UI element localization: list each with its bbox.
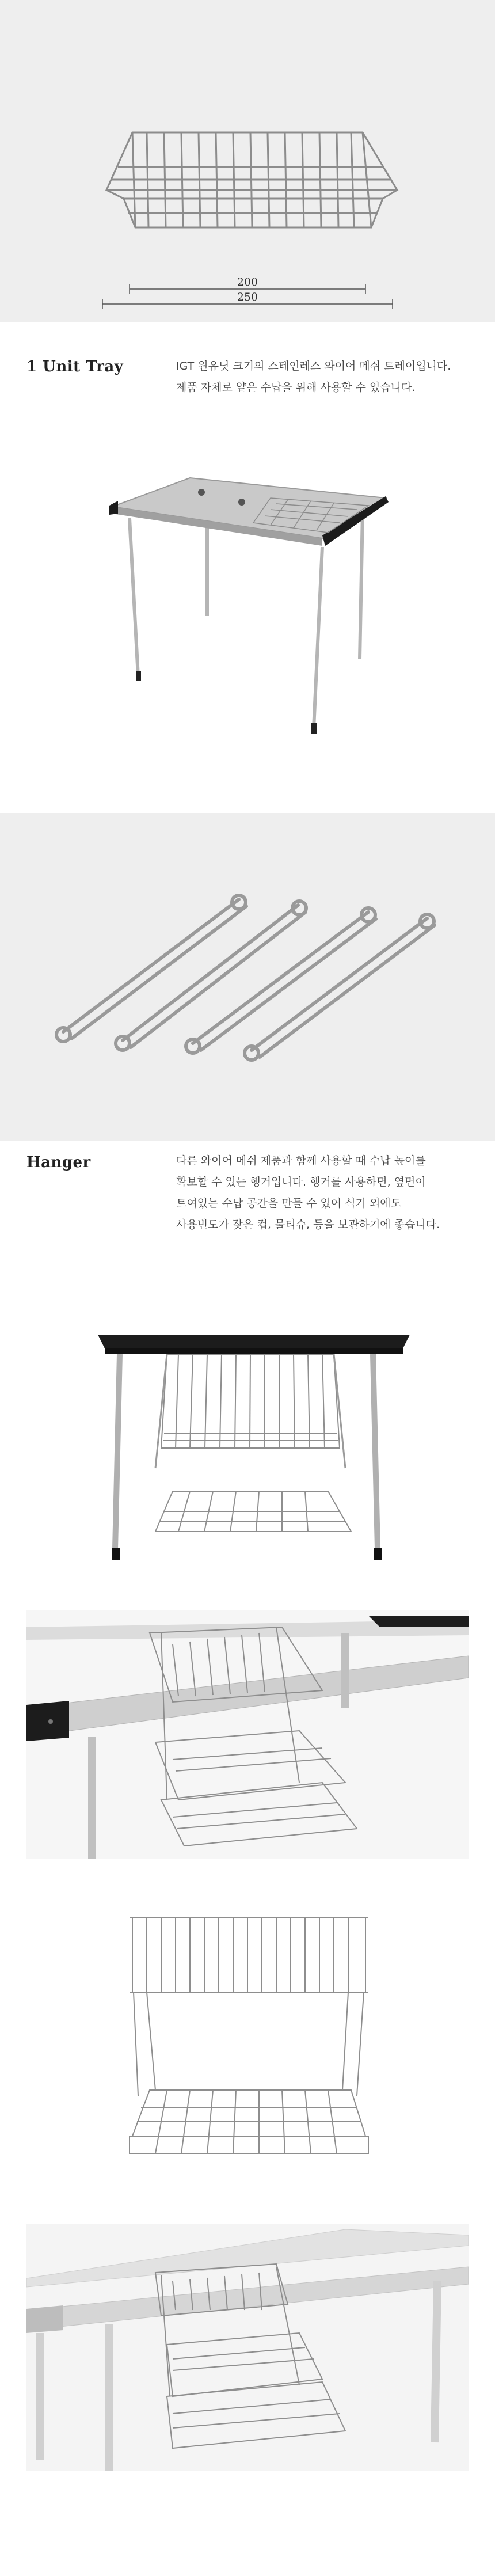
hanger-description-line: 확보할 수 있는 행거입니다. 행거를 사용하면, 옆면이 — [176, 1176, 426, 1188]
stacked-baskets-photo — [0, 1906, 495, 2171]
hanger-section-title: Hanger — [26, 1154, 91, 1171]
dimension-outer-label: 250 — [237, 291, 258, 303]
hanger-description-line: 트여있는 수납 공간을 만들 수 있어 식기 외에도 — [176, 1197, 402, 1210]
tray-description-line: IGT 원유닛 크기의 스테인레스 와이어 메쉬 트레이입니다. — [176, 360, 451, 373]
table-hanging-baskets-photo — [0, 1319, 495, 1572]
frame-baskets-closeup-image — [0, 1610, 495, 1859]
tray-photo-panel — [0, 0, 495, 322]
tray-description-line: 제품 자체로 얕은 수납을 위해 사용할 수 있습니다. — [176, 381, 416, 394]
hanger-description-line: 다른 와이어 메쉬 제품과 함께 사용할 때 수납 높이를 — [176, 1154, 426, 1167]
tray-description — [176, 356, 475, 398]
table-with-tray-image — [0, 449, 495, 760]
wire-tray-image — [0, 0, 495, 322]
dimension-inner-label: 200 — [237, 276, 258, 288]
hanger-photo-panel — [0, 813, 495, 1141]
stacked-baskets-image — [0, 1906, 495, 2171]
table-hanging-baskets-image — [0, 1319, 495, 1572]
tray-section-title: 1 Unit Tray — [26, 358, 124, 375]
table-photo-panel — [0, 449, 495, 760]
hanger-description — [176, 1150, 475, 1236]
hangers-image — [0, 813, 495, 1141]
light-frame-baskets-image — [0, 2224, 495, 2471]
light-frame-baskets-photo — [0, 2224, 495, 2471]
frame-baskets-closeup-photo — [0, 1610, 495, 1859]
hanger-description-line: 사용빈도가 잦은 컵, 물티슈, 등을 보관하기에 좋습니다. — [176, 1218, 440, 1231]
